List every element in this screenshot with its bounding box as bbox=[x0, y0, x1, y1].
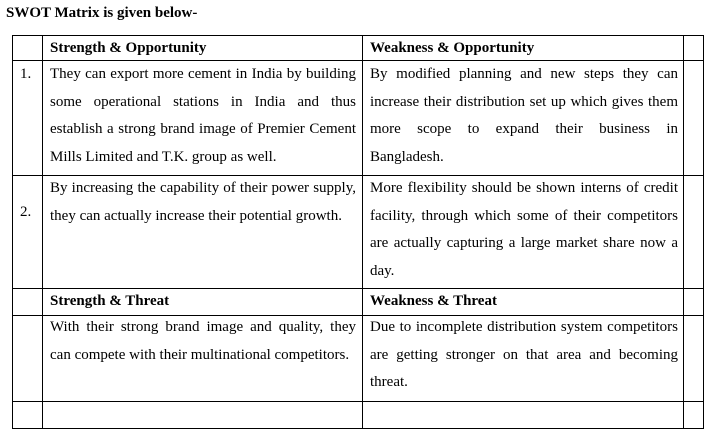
row-divider bbox=[12, 401, 704, 402]
row-number: 2. bbox=[20, 204, 32, 220]
so-1-strength: They can export more cement in India by building some operational stations in India and thus establish a strong brand image of Premier Cement Mills Limited and T.K. group as well. bbox=[50, 66, 356, 165]
table-border-right bbox=[703, 35, 704, 429]
column-divider bbox=[683, 35, 684, 429]
table-border-bottom bbox=[12, 428, 704, 429]
st-header-left: Strength & Threat bbox=[50, 293, 170, 309]
so-2-strength: By increasing the capability of their power supply, they can actually increase their potential growth. bbox=[50, 180, 356, 224]
so-header-left: Strength & Opportunity bbox=[50, 40, 207, 56]
so-2-weakness: More flexibility should be shown interns of credit facility, through which some of their competitors are actually capturing a large market share now a day. bbox=[370, 180, 678, 279]
page-title: SWOT Matrix is given below- bbox=[6, 5, 198, 21]
column-divider bbox=[362, 35, 363, 429]
column-divider bbox=[42, 35, 43, 429]
so-1-weakness: By modified planning and new steps they can increase their distribution set up which gives them more scope to expand their business in Bangladesh. bbox=[370, 66, 678, 165]
st-1-weakness: Due to incomplete distribution system competitors are getting stronger on that area and becoming threat. bbox=[370, 319, 678, 390]
column-divider bbox=[12, 35, 13, 429]
so-header-right: Weakness & Opportunity bbox=[370, 40, 535, 56]
row-number: 1. bbox=[20, 66, 32, 82]
st-1-strength: With their strong brand image and quality, they can compete with their multinational competitors. bbox=[50, 319, 356, 363]
st-header-right: Weakness & Threat bbox=[370, 293, 497, 309]
